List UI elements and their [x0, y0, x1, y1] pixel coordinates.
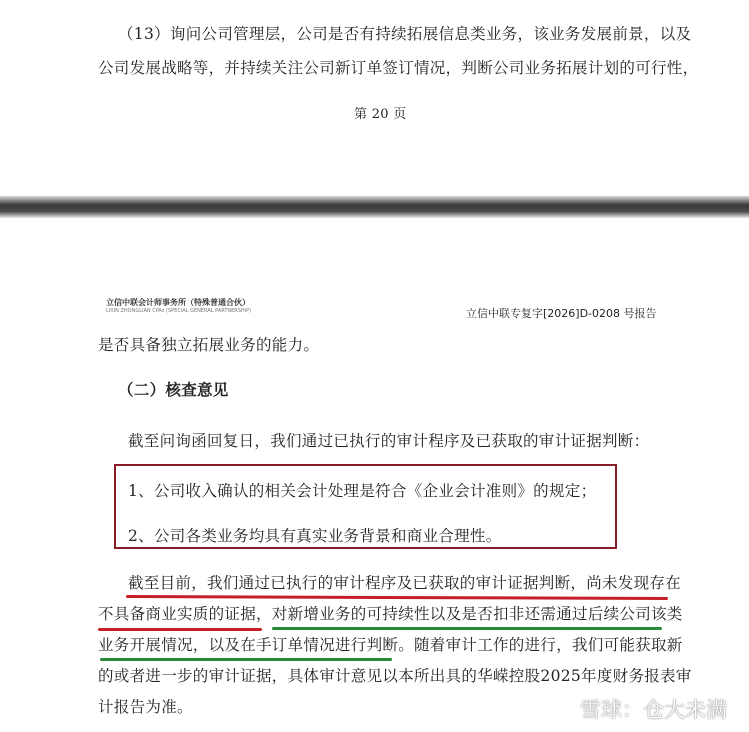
box-item-1: 1、公司收入确认的相关会计处理是符合《企业会计准则》的规定； [128, 482, 597, 500]
para-line-4: 的或者进一步的审计证据，具体审计意见以本所出具的华嵘控股2025年度财务报表审 [98, 667, 692, 685]
green-underline-1 [272, 627, 662, 630]
para-line-3: 业务开展情况，以及在手订单情况进行判断。随着审计工作的进行，我们可能获取新 [98, 636, 683, 654]
red-underline-2 [98, 628, 262, 631]
para-line-1: 截至目前，我们通过已执行的审计程序及已获取的审计证据判断，尚未发现存在 [128, 574, 682, 592]
box-item-2: 2、公司各类业务均具有真实业务背景和商业合理性。 [128, 527, 502, 545]
intro-paragraph: 截至问询函回复日，我们通过已执行的审计程序及已获取的审计证据判断： [128, 432, 650, 450]
green-underline-2 [100, 658, 392, 661]
page1-line-2: 公司发展战略等，并持续关注公司新订单签订情况，判断公司业务拓展计划的可行性， [98, 59, 699, 77]
firm-logo [106, 297, 251, 314]
para-line-2: 不具备商业实质的证据，对新增业务的可持续性以及是否扣非还需通过后续公司该类 [98, 605, 683, 623]
watermark: 雪球：仓大未满 [580, 698, 727, 722]
para-line-5: 计报告为准。 [98, 698, 193, 716]
logo-subtext: LIXIN ZHONGLIAN CPAs (SPECIAL GENERAL PARTNERSHIP) [106, 308, 252, 314]
section-heading: （二）核查意见 [118, 381, 229, 399]
continued-line: 是否具备独立拓展业务的能力。 [98, 336, 320, 354]
report-number: 立信中联专复字[2026]D-0208 号报告 [466, 307, 657, 320]
red-underline-1 [126, 595, 668, 600]
logo-text: 立信中联会计师事务所（特殊普通合伙） [106, 298, 250, 307]
page-number: 第 20 页 [354, 107, 407, 122]
page1-line-1: （13）询问公司管理层，公司是否有持续拓展信息类业务，该业务发展前景，以及 [118, 25, 692, 43]
page-divider [0, 196, 749, 218]
